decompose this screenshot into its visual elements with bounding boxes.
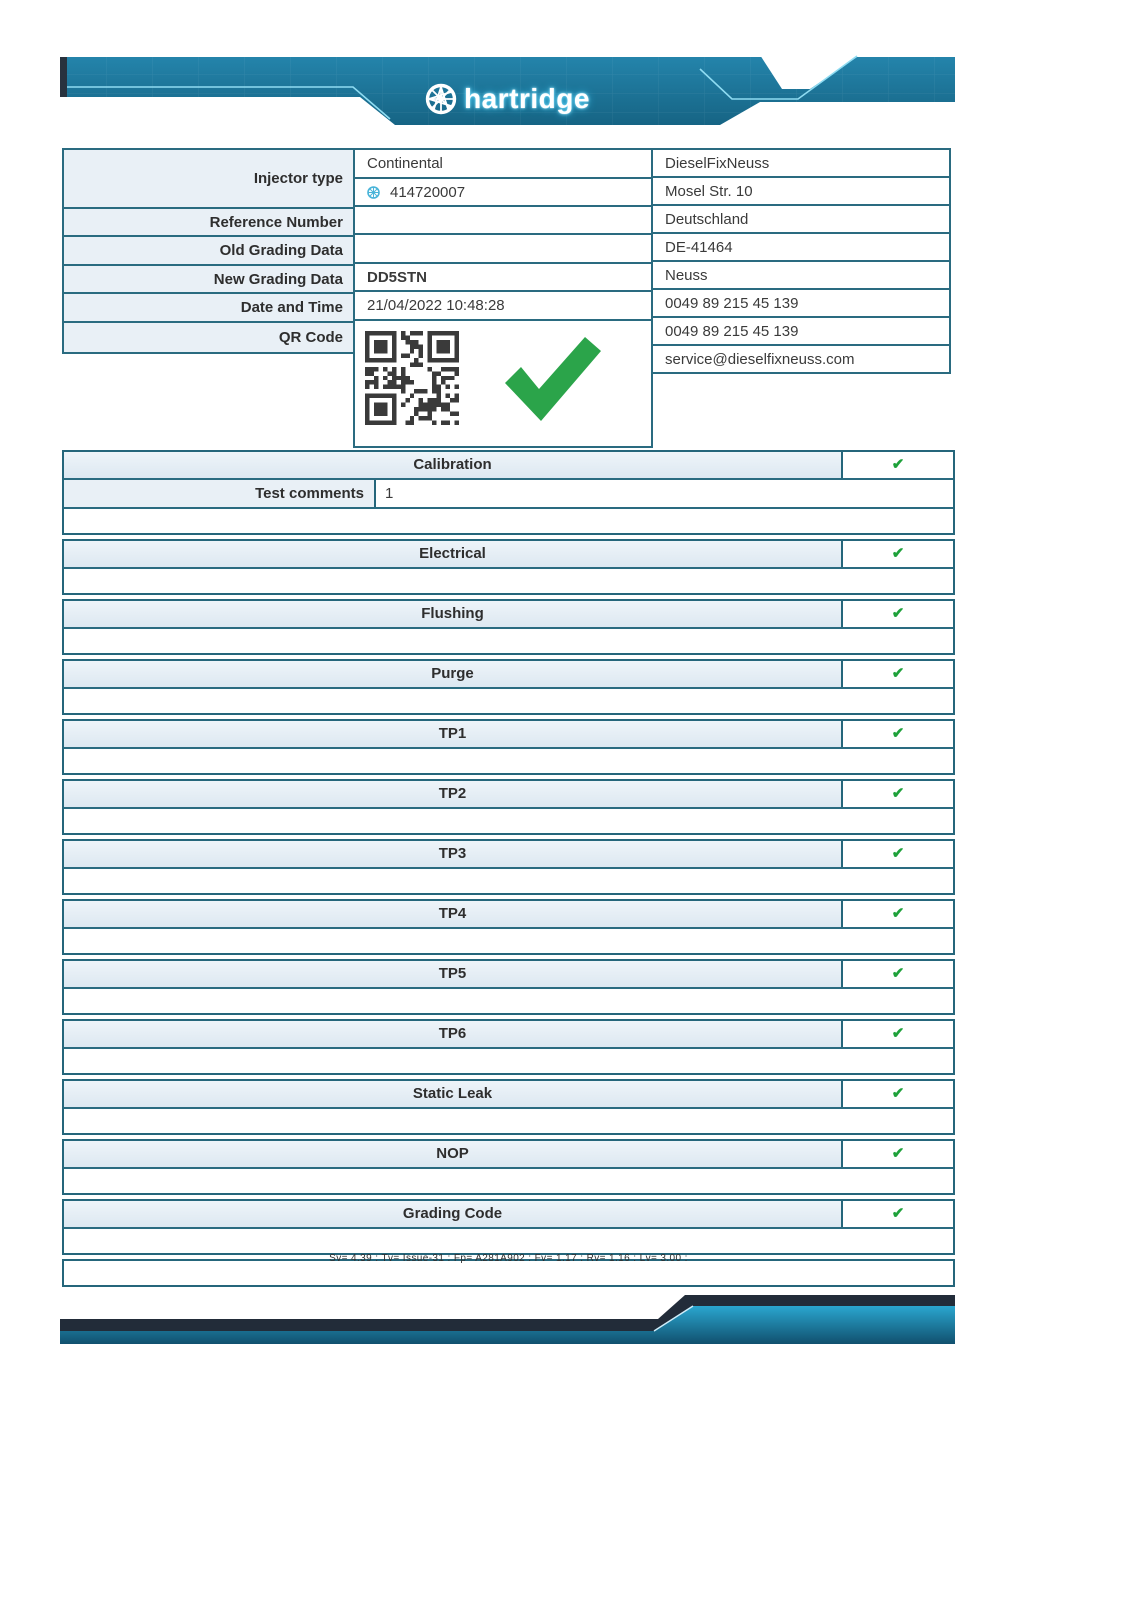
section-label: Electrical: [64, 541, 843, 567]
section-block: [62, 779, 955, 835]
calibration-block: [62, 450, 955, 535]
section-header-row: [64, 721, 953, 749]
section-header-row: [64, 901, 953, 929]
test-comments-value: 1: [385, 485, 394, 502]
section-list: [62, 539, 955, 1255]
section-header-row: [64, 1201, 953, 1229]
section-label: Grading Code: [64, 1201, 843, 1227]
section-label: Static Leak: [64, 1081, 843, 1107]
section-pass-check-icon: ✔: [843, 721, 953, 747]
section-label: TP2: [64, 781, 843, 807]
header-banner-shape: [60, 55, 955, 130]
brand-text: hartridge: [464, 83, 590, 114]
injector-part-number-row: [353, 177, 653, 207]
workshop-cell: service@dieselfixneuss.com: [651, 344, 951, 374]
section-header-row: [64, 541, 953, 569]
section-pass-check-icon: ✔: [843, 901, 953, 927]
section-pass-check-icon: ✔: [843, 661, 953, 687]
section-block: [62, 1019, 955, 1075]
section-empty-row: [64, 629, 953, 653]
section-header-row: [64, 1081, 953, 1109]
workshop-cell: Deutschland: [651, 204, 951, 234]
qr-verified-check-icon: [497, 331, 605, 431]
section-label: TP1: [64, 721, 843, 747]
section-pass-check-icon: ✔: [843, 781, 953, 807]
new-grading-data-value: DD5STN: [353, 262, 653, 292]
section-header-row: [64, 961, 953, 989]
section-pass-check-icon: ✔: [843, 1081, 953, 1107]
wheel-bullet-icon: [367, 186, 380, 199]
workshop-cell: Mosel Str. 10: [651, 176, 951, 206]
section-header-row: [64, 1141, 953, 1169]
footer-banner: [60, 1292, 955, 1347]
test-comments-row: [64, 480, 953, 509]
section-empty-row: [64, 809, 953, 833]
section-pass-check-icon: ✔: [843, 961, 953, 987]
section-empty-row: [64, 689, 953, 713]
section-block: [62, 1199, 955, 1255]
date-and-time-value: 21/04/2022 10:48:28: [353, 290, 653, 321]
section-pass-check-icon: ✔: [843, 1021, 953, 1047]
section-empty-row: [64, 989, 953, 1013]
section-empty-row: [64, 509, 953, 533]
section-label: TP4: [64, 901, 843, 927]
section-label: TP6: [64, 1021, 843, 1047]
qr-code: [365, 331, 459, 429]
qr-code-cell: [353, 319, 653, 448]
workshop-cell: 0049 89 215 45 139: [651, 288, 951, 318]
test-sections: [62, 450, 955, 1291]
injector-part-number-value: 414720007: [390, 183, 466, 201]
old-grading-data-value: [353, 233, 653, 264]
section-pass-check-icon: ✔: [843, 841, 953, 867]
section-header-row: [64, 841, 953, 869]
section-pass-check-icon: ✔: [843, 541, 953, 567]
label-injector-type: Injector type: [62, 148, 355, 209]
section-header-row: [64, 452, 953, 480]
workshop-cell: Neuss: [651, 260, 951, 290]
section-pass-check-icon: ✔: [843, 601, 953, 627]
section-header-row: [64, 781, 953, 809]
status-line: Sv= 4.39 : Tv= Issue-31 : Fp= A281A902 : Fv= 1.17 : Rv= 1.16 : Lv= 3.00 :: [329, 1253, 688, 1264]
section-empty-row: [64, 569, 953, 593]
workshop-cell: 0049 89 215 45 139: [651, 316, 951, 346]
section-block: [62, 959, 955, 1015]
section-block: [62, 599, 955, 655]
section-empty-row: [64, 869, 953, 893]
label-qr-code: QR Code: [62, 321, 355, 354]
section-label: NOP: [64, 1141, 843, 1167]
section-pass-check-icon: ✔: [843, 1141, 953, 1167]
section-empty-row: [64, 749, 953, 773]
workshop-cell: DE-41464: [651, 232, 951, 262]
label-old-grading-data: Old Grading Data: [62, 235, 355, 266]
label-date-and-time: Date and Time: [62, 292, 355, 323]
test-comments-label: Test comments: [64, 480, 376, 507]
section-block: [62, 719, 955, 775]
info-label-column: [62, 148, 355, 354]
section-block: [62, 899, 955, 955]
section-empty-row: [64, 1049, 953, 1073]
section-header-row: [64, 601, 953, 629]
section-pass-check-icon: ✔: [843, 452, 953, 478]
label-new-grading-data: New Grading Data: [62, 264, 355, 294]
header-banner: [60, 55, 955, 130]
workshop-column: [651, 148, 951, 374]
label-reference-number: Reference Number: [62, 207, 355, 237]
section-label: Calibration: [64, 452, 843, 478]
section-empty-row: [64, 1261, 953, 1285]
info-table: [62, 148, 955, 448]
section-pass-check-icon: ✔: [843, 1201, 953, 1227]
section-label: Flushing: [64, 601, 843, 627]
workshop-cell: DieselFixNeuss: [651, 148, 951, 178]
section-empty-row: [64, 1229, 953, 1253]
section-label: Purge: [64, 661, 843, 687]
info-value-column: [353, 148, 653, 448]
section-block: [62, 839, 955, 895]
section-empty-row: [64, 1109, 953, 1133]
section-block: [62, 659, 955, 715]
section-header-row: [64, 1021, 953, 1049]
section-block: [62, 1079, 955, 1135]
section-header-row: [64, 661, 953, 689]
section-label: TP5: [64, 961, 843, 987]
section-block: [62, 539, 955, 595]
injector-make-value: Continental: [353, 148, 653, 179]
section-label: TP3: [64, 841, 843, 867]
section-empty-row: [64, 1169, 953, 1193]
section-empty-row: [64, 929, 953, 953]
reference-number-value: [353, 205, 653, 235]
section-block: [62, 1139, 955, 1195]
